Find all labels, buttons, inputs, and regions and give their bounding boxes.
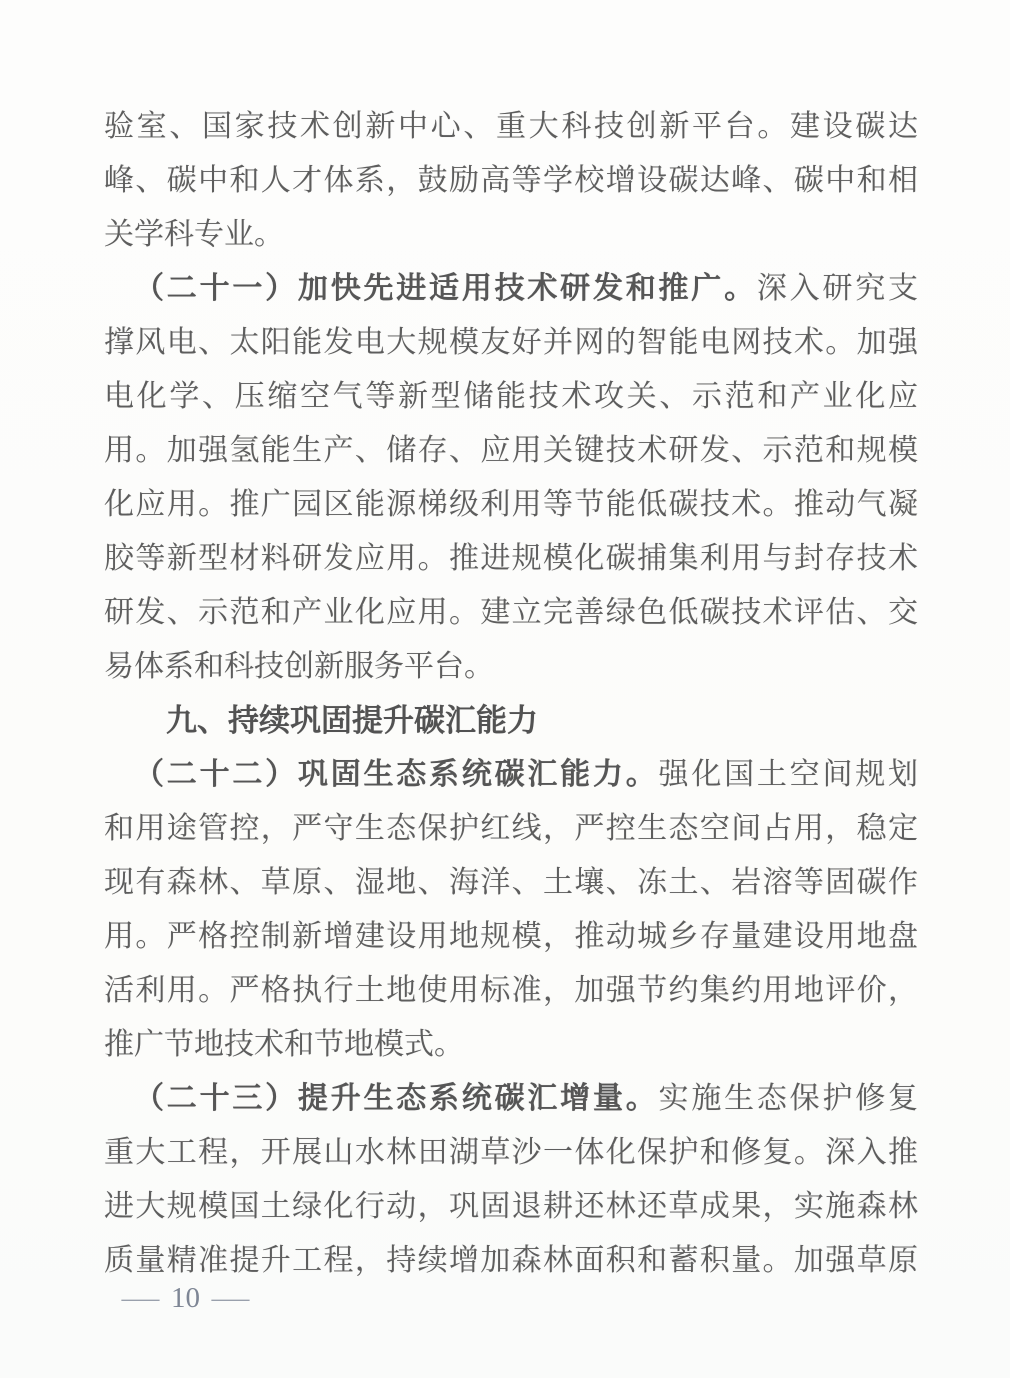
text-line: 验室、国家技术创新中心、重大科技创新平台。建设碳达 — [104, 110, 918, 143]
section-item-22-title: （二十二）巩固生态系统碳汇能力。 — [134, 758, 659, 791]
document-body — [104, 100, 918, 1288]
text-line: 进大规模国土绿化行动，巩固退耕还林还草成果，实施森林 — [104, 1190, 918, 1223]
page-number — [121, 1278, 250, 1318]
text-line: 重大工程，开展山水林田湖草沙一体化保护和修复。深入推 — [104, 1136, 918, 1169]
page-number-dash-right: — — [211, 1281, 250, 1314]
text-run: 强化国土空间规划 — [658, 758, 919, 791]
text-line: 峰、碳中和人才体系，鼓励高等学校增设碳达峰、碳中和相 — [104, 164, 918, 197]
paragraph-end-line: 易体系和科技创新服务平台。 — [104, 650, 494, 683]
text-line: 电化学、压缩空气等新型储能技术攻关、示范和产业化应 — [104, 380, 918, 413]
section-item-23-line — [104, 1072, 918, 1126]
paragraph-end-line: 推广节地技术和节地模式。 — [104, 1028, 464, 1061]
text-line: 用。严格控制新增建设用地规模，推动城乡存量建设用地盘 — [104, 920, 918, 953]
text-line: 质量精准提升工程，持续增加森林面积和蓄积量。加强草原 — [104, 1244, 918, 1277]
text-run: 实施生态保护修复 — [658, 1082, 919, 1115]
text-line: 活利用。严格执行土地使用标准，加强节约集约用地评价， — [104, 974, 918, 1007]
text-line: 现有森林、草原、湿地、海洋、土壤、冻土、岩溶等固碳作 — [104, 866, 918, 899]
text-line: 用。加强氢能生产、储存、应用关键技术研发、示范和规模 — [104, 434, 918, 467]
section-item-21-title: （二十一）加快先进适用技术研发和推广。 — [134, 272, 757, 305]
text-line: 撑风电、太阳能发电大规模友好并网的智能电网技术。加强 — [104, 326, 918, 359]
section-item-22-line — [104, 748, 918, 802]
page-number-dash-left: — — [121, 1281, 160, 1314]
text-line: 胶等新型材料研发应用。推进规模化碳捕集利用与封存技术 — [104, 542, 918, 575]
section-item-21-line — [104, 262, 918, 316]
section-9-heading: 九、持续巩固提升碳汇能力 — [166, 703, 538, 738]
paragraph-end-line: 关学科专业。 — [104, 218, 284, 251]
text-line: 化应用。推广园区能源梯级利用等节能低碳技术。推动气凝 — [104, 488, 918, 521]
text-line: 研发、示范和产业化应用。建立完善绿色低碳技术评估、交 — [104, 596, 918, 629]
page-number-value: 10 — [171, 1281, 200, 1314]
text-line: 和用途管控，严守生态保护红线，严控生态空间占用，稳定 — [104, 812, 918, 845]
section-item-23-title: （二十三）提升生态系统碳汇增量。 — [134, 1082, 659, 1115]
text-run: 深入研究支 — [756, 272, 919, 305]
